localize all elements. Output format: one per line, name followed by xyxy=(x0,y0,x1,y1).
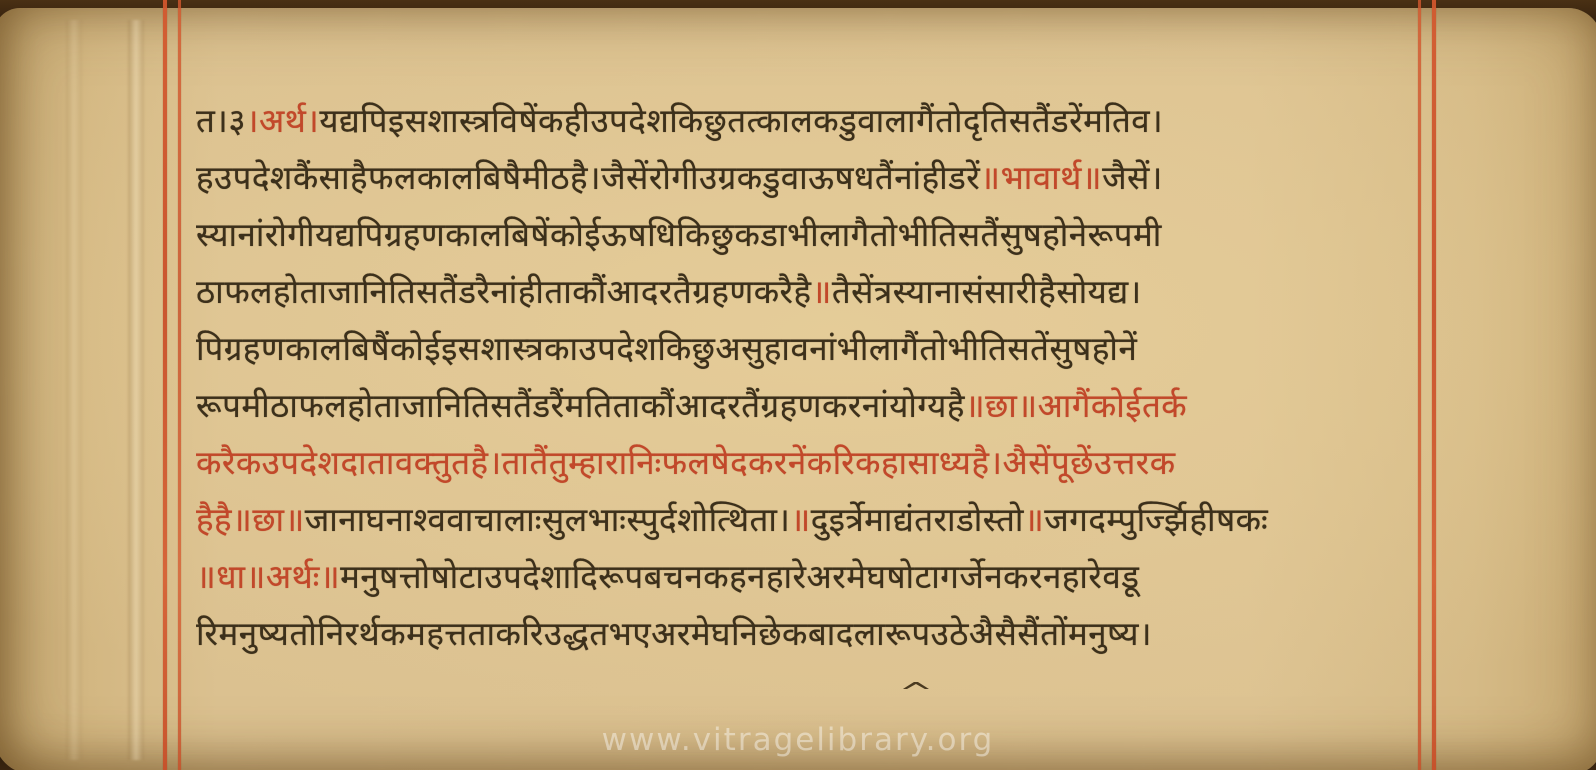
black-ink-text: जैसें। xyxy=(1102,158,1163,197)
red-ink-text: हैहै॥छा॥ xyxy=(196,500,305,539)
black-ink-text: स्यानांरोगीयद्यपिग्रहणकालबिषेंकोईऊषधिकिछुकडाभीलागैतोभीतिसतैंसुषहोनेरूपमी xyxy=(196,215,1162,254)
insertion-caret-mark: ^ xyxy=(898,678,934,708)
manuscript-line xyxy=(196,92,1446,149)
red-ink-text: ॥ xyxy=(811,272,832,311)
black-ink-text: रिमनुष्यतोनिरर्थकमहत्तताकरिउद्धतभएअरमेघनिछेकबादलारूपउठेअैसैसैंतोंमनुष्य। xyxy=(196,614,1152,653)
manuscript-line xyxy=(196,434,1446,491)
red-ink-text: ।अर्थ। xyxy=(245,101,320,140)
manuscript-line xyxy=(196,149,1446,206)
black-ink-text: तैसेंत्रस्यानासंसारीहैसोयद्य। xyxy=(831,272,1142,311)
black-ink-text: यद्यपिइसशास्त्रविषेंकहीउपदेशकिछुतत्कालकडुवालागैंतोदृतिसतैंडरेंमतिव। xyxy=(319,101,1164,140)
red-ink-text: ॥ xyxy=(790,500,811,539)
black-ink-text: ठाफलहोताजानितिसतैंडरैनांहीताकौंआदरतैग्रहणकरैहै xyxy=(196,272,812,311)
manuscript-line xyxy=(196,377,1446,434)
black-ink-text: जानाघनाश्ववाचालाःसुलभाःस्पुर्दशोत्थिता। xyxy=(304,500,791,539)
red-ink-text: ॥ xyxy=(1023,500,1045,539)
paper-crease xyxy=(66,20,82,760)
watermark-text: www.vitragelibrary.org xyxy=(601,722,995,758)
manuscript-line xyxy=(196,491,1446,548)
black-ink-text: हउपदेशकैंसाहैफलकालबिषैमीठहै।जैसेंरोगीउग्रकडुवाऊषधतैंनांहीडरें xyxy=(196,158,981,197)
black-ink-text: पिग्रहणकालबिषैंकोईइसशास्त्रकाउपदेशकिछुअसुहावनांभीलागैंतोभीतिसतेंसुषहोनें xyxy=(196,329,1138,368)
left-margin-rule-inner xyxy=(178,0,181,770)
black-ink-text: जगदम्पुर्ज्झिहीषकः xyxy=(1044,500,1269,539)
paper-crease xyxy=(128,20,144,760)
left-margin-rule-outer xyxy=(163,0,167,770)
red-ink-text: ॥छा॥आगैंकोईतर्क xyxy=(964,386,1188,425)
black-ink-text: मनुषत्तोषोटाउपदेशादिरूपबचनकहनहारेअरमेघषोटागर्जेनकरनहारेवडू xyxy=(340,557,1140,596)
manuscript-line xyxy=(196,320,1446,377)
manuscript-line xyxy=(196,605,1446,662)
black-ink-text: त।३ xyxy=(196,101,246,140)
black-ink-text: दुइर्त्रेमाद्यंतराडोस्तो xyxy=(810,500,1024,539)
manuscript-line xyxy=(196,548,1446,605)
manuscript-line xyxy=(196,263,1446,320)
red-ink-text: करैकउपदेशदातावक्तुतहै।तातैंतुम्हारानिःफलषेदकरनेंकरिकहासाध्यहै।अैसेंपूछेंउत्तरक xyxy=(196,443,1176,482)
black-ink-text: रूपमीठाफलहोताजानितिसतैंडरैंमतिताकौंआदरतैंग्रहणकरनांयोग्यहै xyxy=(196,386,965,425)
red-ink-text: ॥भावार्थ॥ xyxy=(980,158,1103,197)
manuscript-line xyxy=(196,206,1446,263)
red-ink-text: ॥धा॥अर्थः॥ xyxy=(196,557,341,596)
manuscript-text xyxy=(196,92,1446,662)
